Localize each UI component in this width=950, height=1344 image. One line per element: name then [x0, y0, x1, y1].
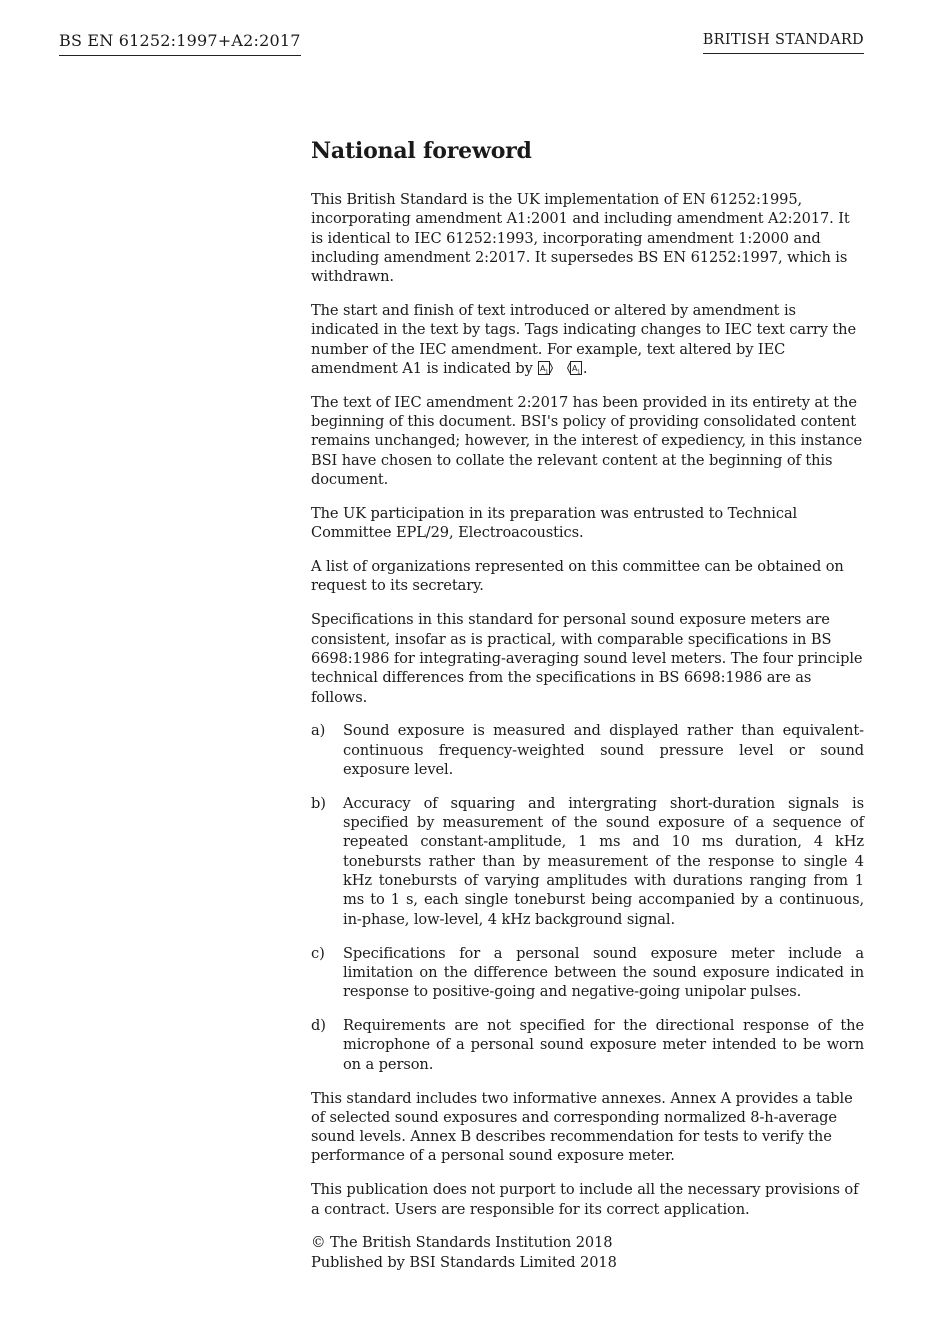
tag-letter: A	[540, 363, 546, 373]
list-item	[311, 721, 864, 779]
paragraph-uk-participation: The UK participation in its preparation was entrusted to Technical Committee EPL/29, Electroacoustics.	[311, 504, 798, 542]
amendment-tags-text: The start and finish of text introduced or altered by amendment is indicated in the text by tags. Tags indicating changes to IEC text carry the number of the IEC amendment. For example, text altered by IEC amendment A1 is indicated by	[311, 302, 856, 377]
amendment-tags-end: .	[582, 359, 588, 377]
list-marker: d)	[311, 1017, 326, 1035]
list-item-text: Sound exposure is measured and displayed rather than equivalent-continuous frequency-weighted sound pressure level or sound exposure level.	[343, 722, 864, 778]
page-title: National foreword	[311, 138, 532, 164]
paragraph-annexes: This standard includes two informative annexes. Annex A provides a table of selected sound exposures and corresponding normalized 8-h-average sound levels. Annex B describes recommendation for tests to verify the performance of a personal sound exposure meter.	[311, 1089, 853, 1165]
standard-number: BS EN 61252:1997+A2:2017	[59, 31, 301, 56]
list-item-text: Accuracy of squaring and intergrating short-duration signals is specified by measurement of the sound exposure of a sequence of repeated constant-amplitude, 1 ms and 10 ms duration, 4 kHz tonebursts rather than by measurement of the response to single 4 kHz tonebursts of varying amplitudes with durations ranging from 1 ms to 1 s, each single toneburst being accompanied by a continuous, in-phase, low-level, 4 kHz background signal.	[343, 794, 864, 928]
paragraph-disclaimer: This publication does not purport to include all the necessary provisions of a contract. Users are responsible for its correct application.	[311, 1181, 859, 1218]
list-marker: b)	[311, 794, 326, 812]
amendment-start-tag-icon	[538, 361, 553, 375]
paragraph-amendment-tags	[311, 301, 864, 378]
list-item	[311, 944, 864, 1002]
list-item-text: Requirements are not specified for the directional response of the microphone of a personal sound exposure meter intended to be worn on a person.	[343, 1017, 864, 1073]
tag-letter: A	[571, 363, 578, 373]
tag-number: 1	[545, 369, 549, 375]
paragraph-implementation: This British Standard is the UK implementation of EN 61252:1995, incorporating amendment A1:2001 and including amendment A2:2017. It is identical to IEC 61252:1993, incorporating amendment 1:2000 and including amendment 2:2017. It supersedes BS EN 61252:1997, which is withdrawn.	[311, 191, 850, 286]
foreword-content	[311, 138, 864, 1272]
publisher-line: Published by BSI Standards Limited 2018	[311, 1253, 617, 1271]
copyright-line: © The British Standards Institution 2018	[311, 1234, 613, 1252]
paragraph-specifications: Specifications in this standard for personal sound exposure meters are consistent, insofar as is practical, with comparable specifications in BS 6698:1986 for integrating-averaging sound level meters. The four principle technical differences from the specifications in BS 6698:1986 are as follows.	[311, 611, 863, 706]
paragraph-amendment-text: The text of IEC amendment 2:2017 has been provided in its entirety at the beginning of this document. BSI's policy of providing consolidated content remains unchanged; however, in the interest of expediency, in this instance BSI have chosen to collate the relevant content at the beginning of this document.	[311, 393, 863, 489]
paragraph-organizations: A list of organizations represented on this committee can be obtained on request to its secretary.	[311, 558, 844, 595]
list-item	[311, 1016, 864, 1074]
publisher-label: BRITISH STANDARD	[703, 32, 864, 54]
list-marker: a)	[311, 722, 326, 740]
list-item	[311, 794, 864, 929]
copyright-notice	[311, 1233, 864, 1272]
list-marker: c)	[311, 944, 325, 962]
list-item-text: Specifications for a personal sound exposure meter include a limitation on the difference between the sound exposure indicated in response to positive-going and negative-going unipolar pulses.	[343, 944, 864, 1001]
differences-list	[311, 721, 864, 1074]
amendment-end-tag-icon	[567, 361, 582, 375]
tag-number: 1	[576, 369, 581, 375]
